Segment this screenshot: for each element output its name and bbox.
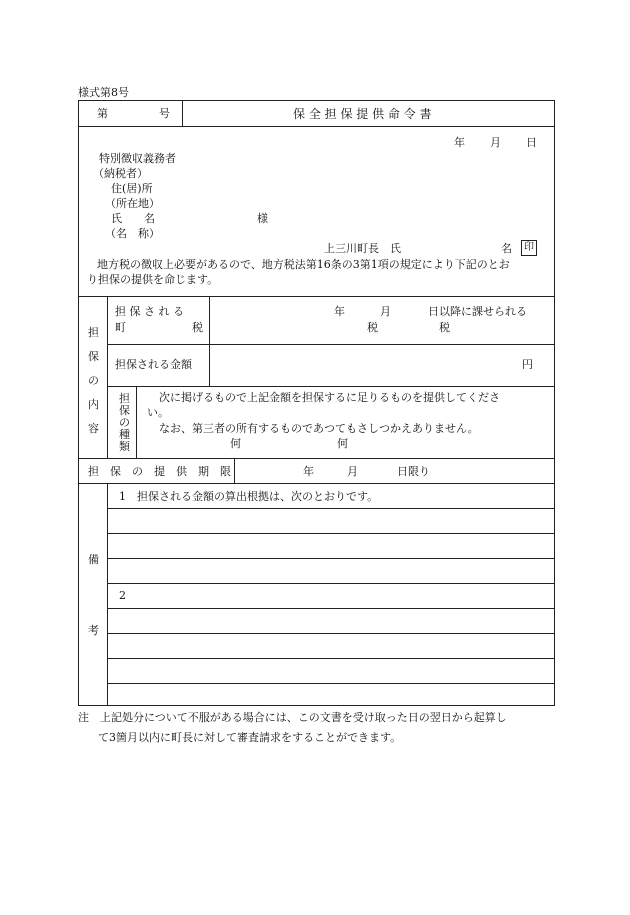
- row1-tax-2: 税: [439, 321, 450, 334]
- taxpayer-label: （納税者）: [93, 167, 148, 180]
- nani-2: 何: [337, 437, 348, 450]
- row1-month: 月: [380, 305, 391, 318]
- location-label: （所在地）: [105, 197, 160, 210]
- remarks-side-char-2: 考: [88, 624, 99, 637]
- row1-year: 年: [334, 305, 345, 318]
- remarks-side-char-1: 備: [88, 553, 99, 566]
- content-side-char-4: 内: [88, 398, 99, 411]
- security-type-text-2: なお、第三者の所有するものであつてもさしつかえありません。: [159, 422, 479, 435]
- row1-tax-1: 税: [367, 321, 378, 334]
- period-suffix: 日限り: [397, 465, 430, 478]
- secured-amount-label: 担保される金額: [115, 358, 192, 371]
- date-month: 月: [490, 136, 501, 149]
- order-form: [78, 100, 555, 706]
- note-line-1: 注 上記処分について不服がある場合には、この文書を受け取った日の翌日から起算し: [78, 711, 507, 724]
- secured-tax-label-2b: 税: [192, 321, 203, 334]
- content-side-char-3: の: [88, 374, 99, 387]
- secured-tax-label-2a: 町: [115, 321, 126, 334]
- content-side-char-1: 担: [88, 326, 99, 339]
- content-side-char-2: 保: [88, 350, 99, 363]
- security-type-text-1: 次に掲げるもので上記金額を担保するに足りるものを提供してくださ: [159, 391, 500, 404]
- issuer-mei: 名: [501, 242, 512, 255]
- issuer-label: 上三川町長 氏: [324, 242, 401, 255]
- security-type-text-1b: い。: [147, 406, 169, 419]
- remarks-item-2: 2: [119, 589, 126, 602]
- period-month: 月: [347, 465, 358, 478]
- name-label: 氏 名: [111, 212, 155, 225]
- security-type-char-2: 保: [119, 404, 130, 417]
- address-label: 住(居)所: [111, 182, 153, 195]
- period-label: 担 保 の 提 供 期 限: [88, 465, 231, 478]
- nani-1: 何: [230, 437, 241, 450]
- content-side-char-5: 容: [88, 422, 99, 435]
- special-collector-label: 特別徴収義務者: [99, 152, 176, 165]
- intro-line-1: 地方税の徴収上必要があるので、地方税法第16条の3第1項の規定により下記のとお: [97, 258, 510, 271]
- document-title: 保 全 担 保 提 供 命 令 書: [293, 107, 432, 121]
- number-suffix: 号: [159, 107, 170, 120]
- form-number: 様式第8号: [78, 86, 129, 99]
- row1-suffix: 日以降に課せられる: [428, 305, 527, 318]
- period-year: 年: [303, 465, 314, 478]
- honorific: 様: [257, 212, 268, 225]
- remarks-item-1: 1 担保される金額の算出根拠は、次のとおりです。: [119, 490, 379, 503]
- security-type-char-1: 担: [119, 392, 130, 405]
- date-day: 日: [526, 136, 537, 149]
- yen-unit: 円: [522, 358, 533, 371]
- security-type-char-3: の: [119, 416, 130, 429]
- number-prefix: 第: [97, 107, 108, 120]
- intro-line-2: り担保の提供を命じます。: [87, 273, 219, 286]
- security-type-char-5: 類: [119, 440, 130, 453]
- date-year: 年: [454, 136, 465, 149]
- title-name-label: （名 称）: [105, 227, 160, 240]
- secured-tax-label-1: 担 保 さ れ る: [115, 305, 184, 318]
- note-line-2: て3箇月以内に町長に対して審査請求をすることができます。: [98, 731, 402, 744]
- security-type-char-4: 種: [119, 428, 130, 441]
- seal-box: 印: [521, 240, 537, 256]
